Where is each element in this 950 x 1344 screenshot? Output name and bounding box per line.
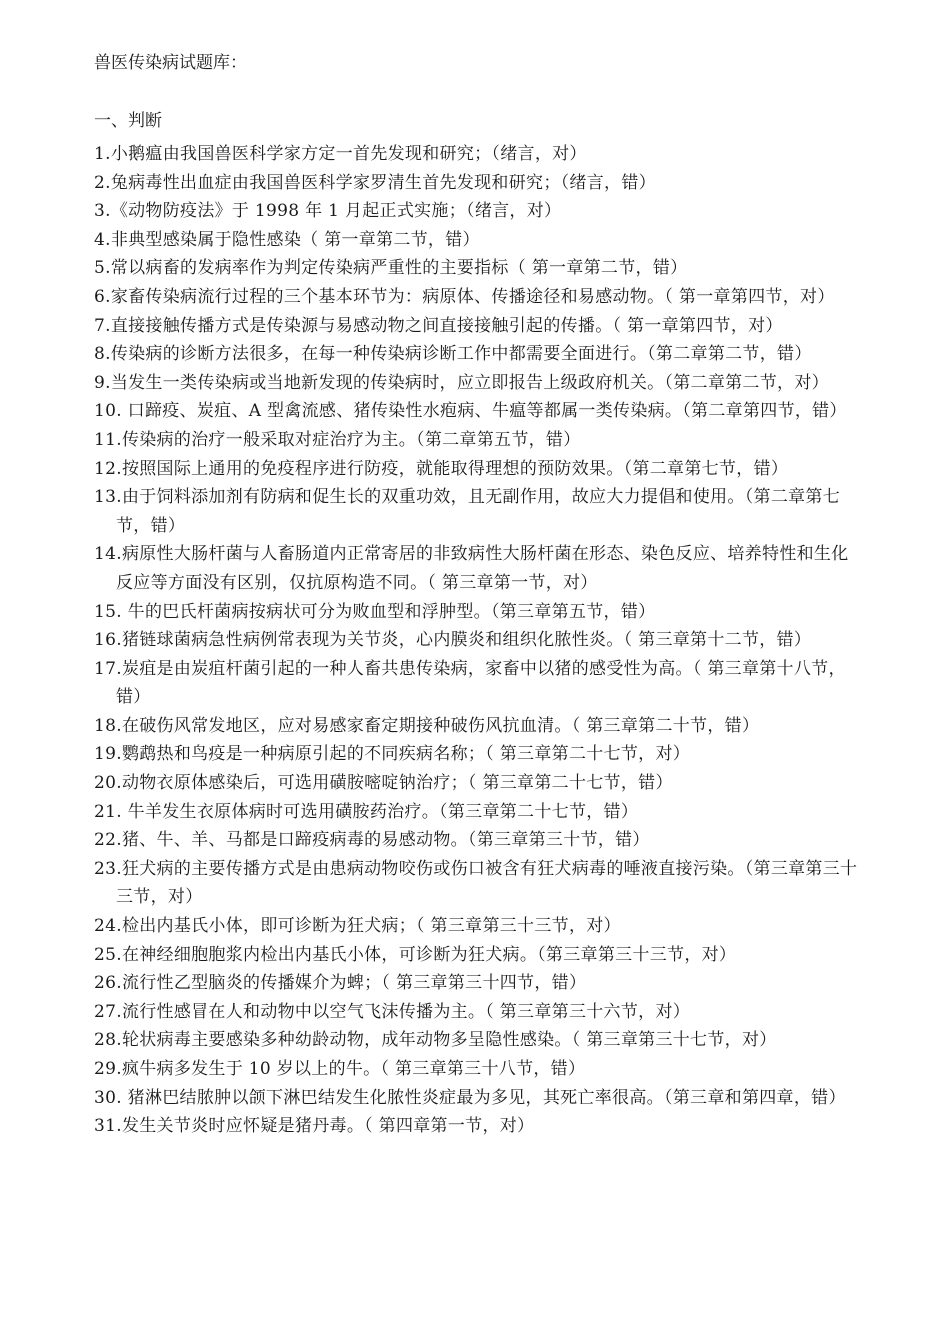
question-text: 流行性乙型脑炎的传播媒介为蜱；（ 第三章第三十四节，错） [121,973,587,994]
question-text: 小鹅瘟由我国兽医科学家方定一首先发现和研究；（绪言，对） [110,144,587,164]
question-text: 家畜传染病流行过程的三个基本环节为：病原体、传播途径和易感动物。（ 第一章第四节，对） [110,286,835,307]
question-number: 12. [94,458,122,479]
question-number: 22. [94,830,122,851]
question-item [94,798,864,827]
question-number: 30. [94,1087,122,1108]
question-item [94,426,864,455]
question-text: 炭疽是由炭疽杆菌引起的一种人畜共患传染病，家畜中以猪的感受性为高。（ 第三章第十八节，错） [116,658,846,708]
question-item [94,369,864,398]
document-title: 兽医传染病试题库： [94,53,247,73]
question-item [94,455,864,484]
question-number: 14. [94,544,122,565]
question-text: 由于饲料添加剂有防病和促生长的双重功效，且无副作用，故应大力提倡和使用。（第二章第七节，错） [116,487,841,536]
question-item [94,1112,864,1141]
question-text: 传染病的治疗一般采取对症治疗为主。（第二章第五节，错） [121,429,581,450]
question-item [94,998,864,1027]
question-item [94,655,864,712]
question-text: 在破伤风常发地区，应对易感家畜定期接种破伤风抗血清。（ 第三章第二十节，错） [121,715,760,736]
question-text: 疯牛病多发生于 10 岁以上的牛。（ 第三章第三十八节，错） [121,1059,586,1079]
page-bottom-cutoff [0,1299,950,1344]
question-item [94,1055,864,1084]
question-text: 在神经细胞胞浆内检出内基氏小体，可诊断为狂犬病。（第三章第三十三节，对） [121,944,737,965]
question-number: 26. [94,973,122,994]
question-item [94,283,864,312]
question-number: 25. [94,944,122,965]
question-item [94,197,864,226]
question-item [94,626,864,655]
question-item [94,912,864,941]
question-text: 《动物防疫法》于 1998 年 1 月起正式实施；（绪言，对） [110,201,562,222]
question-text: 传染病的诊断方法很多，在每一种传染病诊断工作中都需要全面进行。（第二章第二节，错） [110,344,812,365]
question-number: 17. [94,658,122,679]
question-number: 4. [94,229,111,250]
question-item [94,483,864,540]
question-text: 兔病毒性出血症由我国兽医科学家罗清生首先发现和研究；（绪言，错） [110,172,656,193]
question-text: 常以病畜的发病率作为判定传染病严重性的主要指标（ 第一章第二节，错） [110,258,688,279]
question-number: 19. [94,744,122,765]
question-number: 9. [94,372,111,393]
question-text: 轮状病毒主要感染多种幼龄动物，成年动物多呈隐性感染。（ 第三章第三十七节，对） [121,1030,777,1051]
question-text: 非典型感染属于隐性感染（ 第一章第二节，错） [110,229,480,250]
question-text: 直接接触传播方式是传染源与易感动物之间直接接触引起的传播。（ 第一章第四节，对） [110,315,783,336]
question-text: 检出内基氏小体，即可诊断为狂犬病；（ 第三章第三十三节，对） [121,916,621,937]
question-text: 口蹄疫、炭疽、A 型禽流感、猪传染性水疱病、牛瘟等都属一类传染病。（第二章第四节，错） [127,401,847,422]
question-number: 24. [94,916,122,937]
question-number: 15. [94,601,122,622]
question-number: 18. [94,715,122,736]
question-item [94,312,864,341]
question-text: 牛的巴氏杆菌病按病状可分为败血型和浮肿型。（第三章第五节，错） [127,601,656,622]
question-item [94,740,864,769]
question-text: 流行性感冒在人和动物中以空气飞沫传播为主。（ 第三章第三十六节，对） [121,1001,691,1022]
question-item [94,598,864,627]
question-text: 发生关节炎时应怀疑是猪丹毒。（ 第四章第一节，对） [121,1116,535,1137]
question-number: 1. [94,144,111,164]
question-item [94,1084,864,1113]
question-number: 7. [94,315,111,336]
question-item [94,397,864,426]
question-item [94,140,864,169]
question-number: 13. [94,487,122,508]
question-number: 28. [94,1030,122,1051]
question-item [94,169,864,198]
question-text: 按照国际上通用的免疫程序进行防疫，就能取得理想的预防效果。（第二章第七节，错） [121,458,789,479]
question-number: 29. [94,1059,122,1079]
question-number: 16. [94,630,122,651]
section-heading: 一、判断 [94,111,162,131]
question-item [94,540,864,597]
question-item [94,1026,864,1055]
question-item [94,340,864,369]
question-number: 5. [94,258,111,279]
question-item [94,226,864,255]
question-number: 21. [94,801,122,822]
question-item [94,769,864,798]
question-text: 牛羊发生衣原体病时可选用磺胺药治疗。（第三章第二十七节，错） [127,801,639,822]
question-item [94,712,864,741]
question-item [94,826,864,855]
question-text: 猪、牛、羊、马都是口蹄疫病毒的易感动物。（第三章第三十节，错） [121,830,650,851]
question-number: 6. [94,286,111,307]
question-number: 23. [94,858,122,879]
question-number: 3. [94,201,111,222]
question-text: 猪链球菌病急性病例常表现为关节炎，心内膜炎和组织化脓性炎。（ 第三章第十二节，错） [121,630,812,651]
question-text: 猪淋巴结脓肿以颌下淋巴结发生化脓性炎症最为多见，其死亡率很高。（第三章和第四章，错） [127,1087,846,1108]
question-text: 当发生一类传染病或当地新发现的传染病时，应立即报告上级政府机关。（第二章第二节，对） [110,372,829,393]
question-item [94,254,864,283]
question-text: 病原性大肠杆菌与人畜肠道内正常寄居的非致病性大肠杆菌在形态、染色反应、培养特性和生化反应等方面没有区别，仅抗原构造不同。（ 第三章第一节，对） [116,544,849,593]
question-text: 动物衣原体感染后，可选用磺胺嘧啶钠治疗；（ 第三章第二十七节，错） [121,773,673,794]
question-item [94,969,864,998]
question-number: 2. [94,172,111,193]
question-number: 27. [94,1001,122,1022]
question-number: 11. [94,429,122,450]
question-number: 10. [94,401,122,422]
question-text: 鹦鹉热和鸟疫是一种病原引起的不同疾病名称；（ 第三章第二十七节，对） [121,744,691,765]
question-text: 狂犬病的主要传播方式是由患病动物咬伤或伤口被含有狂犬病毒的唾液直接污染。（第三章第三十三节，对） [116,858,858,908]
question-number: 20. [94,773,122,794]
question-item [94,855,864,912]
question-item [94,941,864,970]
question-list [94,140,864,1141]
question-number: 31. [94,1116,122,1137]
question-number: 8. [94,344,111,365]
